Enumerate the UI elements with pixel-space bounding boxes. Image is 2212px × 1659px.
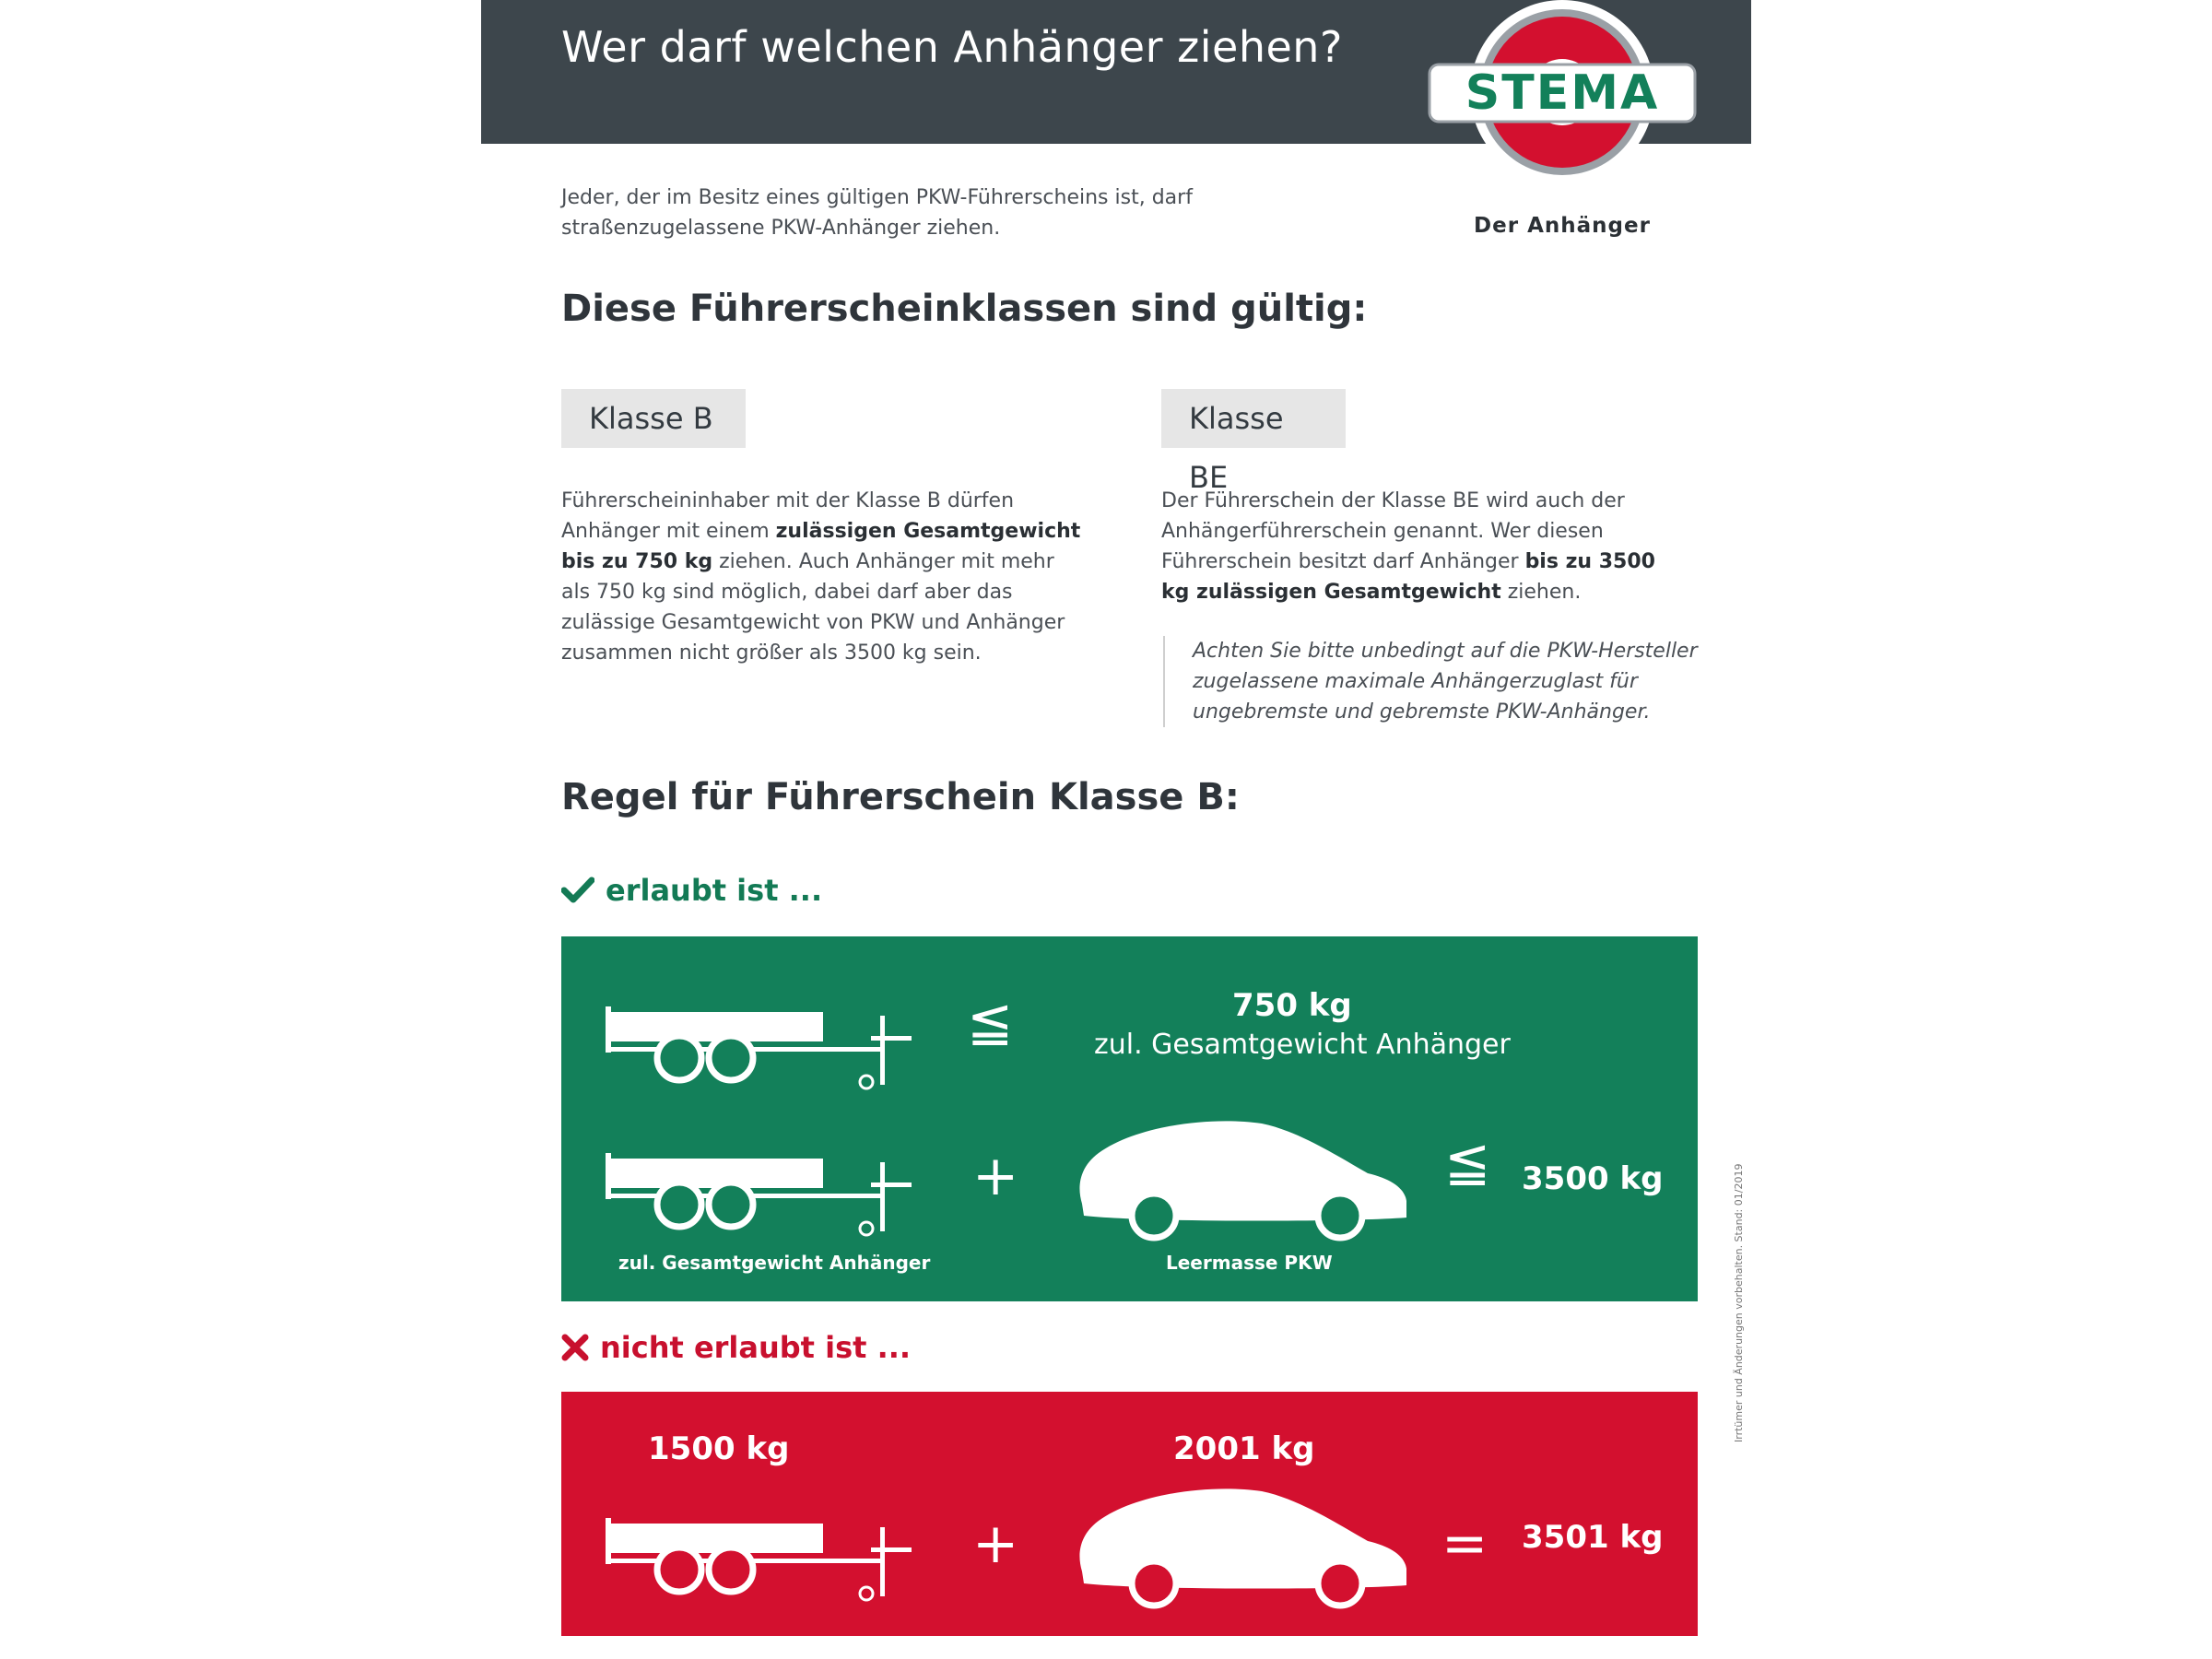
classes-heading: Diese Führerscheinklassen sind gültig:	[561, 288, 1368, 330]
car-weight-value: 2001 kg	[1173, 1430, 1315, 1467]
denied-label: nicht erlaubt ist ...	[561, 1330, 911, 1365]
limit-3500-value: 3500 kg	[1522, 1160, 1664, 1197]
limit-750-caption: zul. Gesamtgewicht Anhänger	[1094, 1029, 1511, 1061]
stema-logo	[1424, 0, 1700, 194]
trailer-caption: zul. Gesamtgewicht Anhänger	[618, 1252, 931, 1274]
allowed-label: erlaubt ist ...	[561, 873, 822, 908]
logo-wordmark: STEMA	[1465, 65, 1660, 121]
trailer-icon	[604, 1507, 917, 1608]
class-b-description: Führerscheininhaber mit der Klasse B dürfen Anhänger mit einem zulässigen Gesamtgewicht bis zu 750 kg ziehen. Auch Anhänger mit mehr als 750 kg sind möglich, dabei darf aber das zulässige Gesamtgewicht von PKW und Anhänger zusammen nicht größer als 3500 kg sein.	[561, 489, 1081, 665]
class-b-tag: Klasse B	[561, 389, 746, 448]
allowed-panel	[561, 936, 1698, 1301]
class-be-tag: Klasse BE	[1161, 389, 1346, 448]
limit-750-value: 750 kg	[1232, 987, 1352, 1024]
class-b-highlight: zulässigen Gesamtgewicht bis zu 750 kg	[561, 520, 1081, 573]
page-title: Wer darf welchen Anhänger ziehen?	[561, 22, 1343, 72]
class-be-note: Achten Sie bitte unbedingt auf die PKW-Hersteller zugelassene maximale Anhängerzuglast für ungebremste und gebremste PKW-Anhänger.	[1163, 636, 1718, 727]
cross-icon	[561, 1334, 589, 1361]
less-equal-symbol: ≦	[967, 990, 1014, 1054]
check-icon	[561, 877, 594, 904]
intro-text: Jeder, der im Besitz eines gültigen PKW-Führerscheins ist, darf straßenzugelassene PKW-Anhänger ziehen.	[561, 186, 1193, 240]
car-icon	[1073, 1116, 1414, 1245]
logo-subtitle: Der Anhänger	[1474, 214, 1651, 238]
less-equal-symbol: ≦	[1444, 1130, 1491, 1194]
trailer-weight-value: 1500 kg	[648, 1430, 790, 1467]
car-icon	[1073, 1484, 1414, 1613]
total-weight-value: 3501 kg	[1522, 1519, 1664, 1556]
rule-heading: Regel für Führerschein Klasse B:	[561, 776, 1240, 818]
trailer-icon	[604, 1142, 917, 1243]
disclaimer-note: Irrtümer und Änderungen vorbehalten. Stand: 01/2019	[1733, 1163, 1745, 1442]
plus-symbol: +	[972, 1512, 1019, 1576]
equals-symbol: =	[1441, 1512, 1488, 1576]
trailer-icon	[604, 995, 917, 1097]
class-be-highlight: bis zu 3500 kg zulässigen Gesamtgewicht	[1161, 550, 1655, 604]
denied-panel	[561, 1392, 1698, 1636]
class-be-description: Der Führerschein der Klasse BE wird auch der Anhängerführerschein genannt. Wer diesen Führerschein besitzt darf Anhänger bis zu 3500 kg zulässigen Gesamtgewicht ziehen.	[1161, 489, 1655, 604]
car-caption: Leermasse PKW	[1166, 1252, 1333, 1274]
plus-symbol: +	[972, 1144, 1019, 1208]
